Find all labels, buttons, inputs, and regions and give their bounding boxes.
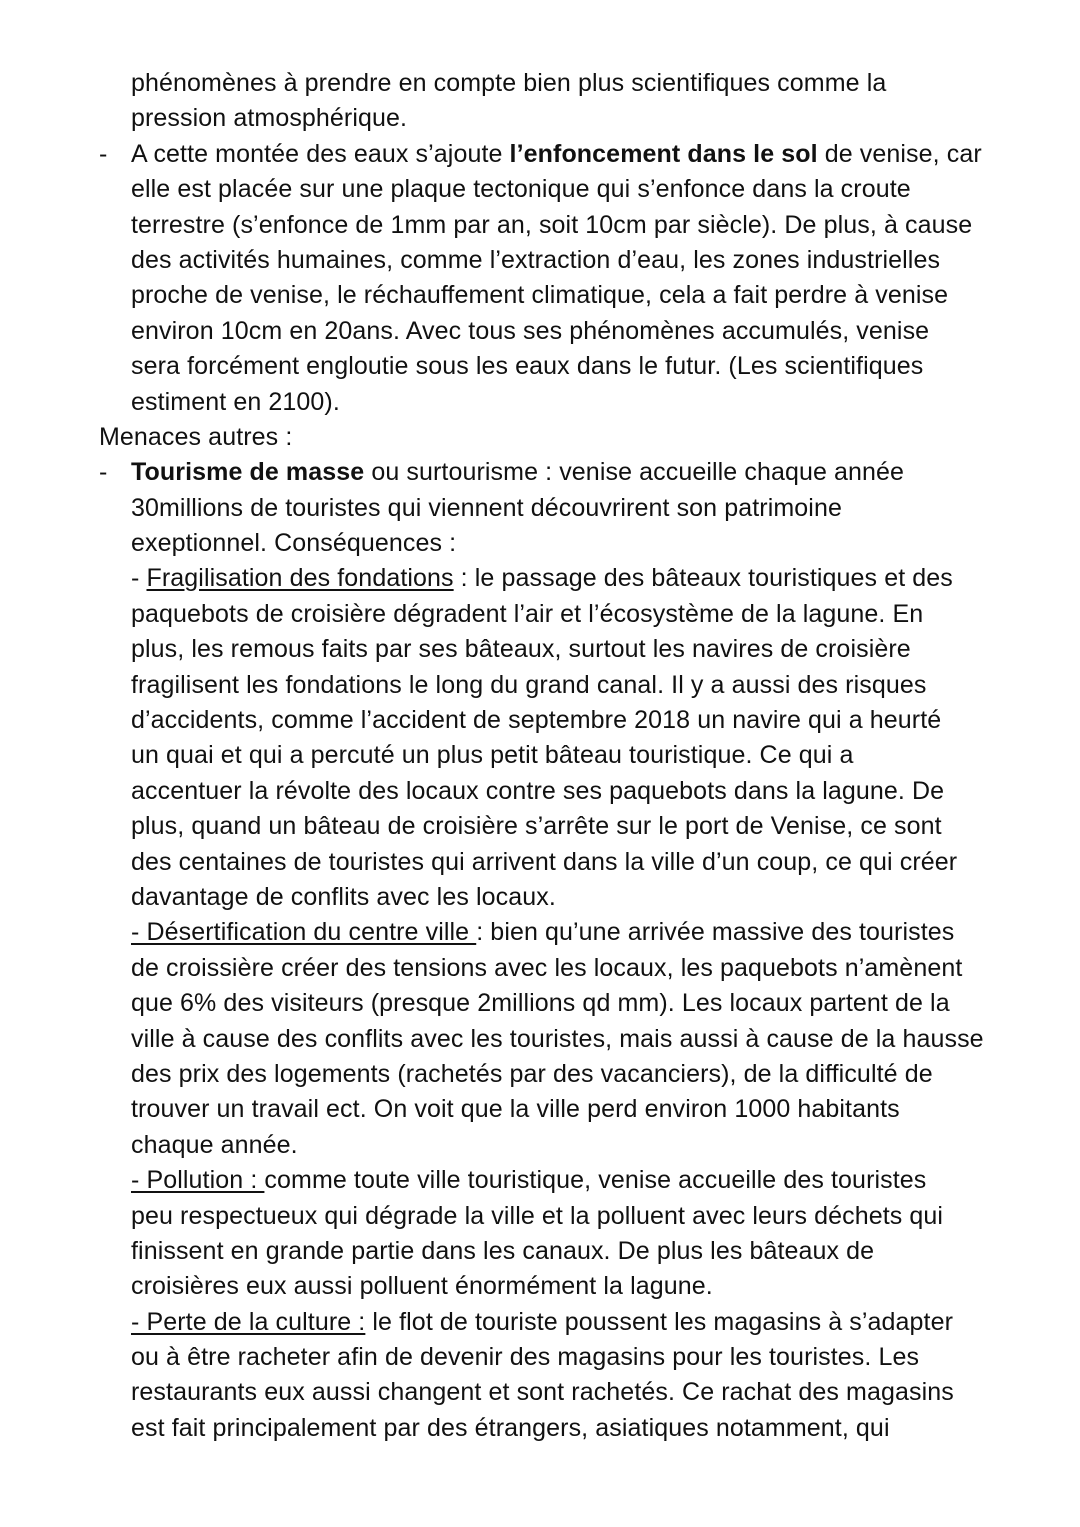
- text-line: croisières eux aussi polluent énormément la lagune.: [131, 1272, 713, 1301]
- text-line: pression atmosphérique.: [131, 104, 408, 133]
- text-run: comme toute ville touristique, venise accueille des touristes: [264, 1166, 927, 1195]
- text-line: accentuer la révolte des locaux contre ses paquebots dans la lagune. De: [131, 776, 945, 805]
- text-line: des activités humaines, comme l’extraction d’eau, les zones industrielles: [131, 245, 941, 274]
- subsection-foundations: [0, 561, 1080, 596]
- text-line: que 6% des visiteurs (presque 2millions qd mm). Les locaux partent de la: [131, 989, 950, 1018]
- text-run: -: [131, 564, 147, 593]
- text-line: chaque année.: [131, 1130, 298, 1159]
- text-line: plus, les remous faits par ses bâteaux, surtout les navires de croisière: [131, 635, 911, 664]
- text-run: le flot de touriste poussent les magasins à s’adapter: [365, 1307, 954, 1336]
- bullet-dash: -: [99, 139, 108, 168]
- text-line: finissent en grande partie dans les canaux. De plus les bâteaux de: [131, 1236, 875, 1265]
- underlined-title-foundations: Fragilisation des fondations: [146, 564, 454, 593]
- section-heading: Menaces autres :: [99, 422, 293, 451]
- text-line: trouver un travail ect. On voit que la ville perd environ 1000 habitants: [131, 1095, 900, 1124]
- text-line: de croissière créer des tensions avec les locaux, les paquebots n’amènent: [131, 953, 963, 982]
- bullet-tourism: [0, 455, 1080, 490]
- text-line: proche de venise, le réchauffement climatique, cela a fait perdre à venise: [131, 281, 949, 310]
- bullet-dash: -: [99, 458, 108, 487]
- text-line: ville à cause des conflits avec les touristes, mais aussi à cause de la hausse: [131, 1024, 984, 1053]
- text-line: est fait principalement par des étrangers, asiatiques notamment, qui: [131, 1413, 890, 1442]
- text-line: environ 10cm en 20ans. Avec tous ses phénomènes accumulés, venise: [131, 316, 930, 345]
- text-run: : le passage des bâteaux touristiques et des: [453, 564, 953, 593]
- document-page: [0, 66, 1080, 1446]
- text-line: des prix des logements (rachetés par des vacanciers), de la difficulté de: [131, 1059, 933, 1088]
- text-line: restaurants eux aussi changent et sont rachetés. Ce rachat des magasins: [131, 1378, 954, 1407]
- text-run: ou surtourisme : venise accueille chaque année: [364, 458, 905, 487]
- text-line: peu respectueux qui dégrade la ville et la polluent avec leurs déchets qui: [131, 1201, 944, 1230]
- text-line: des centaines de touristes qui arrivent dans la ville d’un coup, ce qui créer: [131, 847, 958, 876]
- text-line: elle est placée sur une plaque tectonique qui s’enfonce dans la croute: [131, 175, 911, 204]
- text-line: un quai et qui a percuté un plus petit bâteau touristique. Ce qui a: [131, 741, 854, 770]
- subsection-culture: [0, 1305, 1080, 1340]
- text-line: davantage de conflits avec les locaux.: [131, 882, 556, 911]
- text-line: plus, quand un bâteau de croisière s’arrête sur le port de Venise, ce sont: [131, 812, 942, 841]
- text-line: paquebots de croisière dégradent l’air et l’écosystème de la lagune. En: [131, 599, 924, 628]
- underlined-title-desertification: - Désertification du centre ville: [131, 918, 477, 947]
- text-run: : bien qu’une arrivée massive des touristes: [476, 918, 955, 947]
- text-line: ou à être racheter afin de devenir des magasins pour les touristes. Les: [131, 1343, 920, 1372]
- text-line: sera forcément engloutie sous les eaux dans le futur. (Les scientifiques: [131, 352, 924, 381]
- text-line: estiment en 2100).: [131, 387, 340, 416]
- text-line: exeptionnel. Conséquences :: [131, 529, 457, 558]
- subsection-desertification: [0, 915, 1080, 950]
- bold-term-sinking: l’enfoncement dans le sol: [509, 139, 818, 168]
- text-line: d’accidents, comme l’accident de septembre 2018 un navire qui a heurté: [131, 706, 942, 735]
- underlined-title-pollution: - Pollution :: [131, 1166, 265, 1195]
- text-line: fragilisent les fondations le long du grand canal. Il y a aussi des risques: [131, 670, 927, 699]
- text-run: de venise, car: [817, 139, 982, 168]
- text-run: A cette montée des eaux s’ajoute: [131, 139, 510, 168]
- text-line: terrestre (s’enfonce de 1mm par an, soit 10cm par siècle). De plus, à cause: [131, 210, 973, 239]
- bold-term-tourism: Tourisme de masse: [131, 458, 365, 487]
- bullet-sinking: [0, 137, 1080, 172]
- subsection-pollution: [0, 1163, 1080, 1198]
- text-line: 30millions de touristes qui viennent découvrirent son patrimoine: [131, 493, 842, 522]
- underlined-title-culture: - Perte de la culture :: [131, 1307, 366, 1336]
- text-line: phénomènes à prendre en compte bien plus scientifiques comme la: [131, 69, 887, 97]
